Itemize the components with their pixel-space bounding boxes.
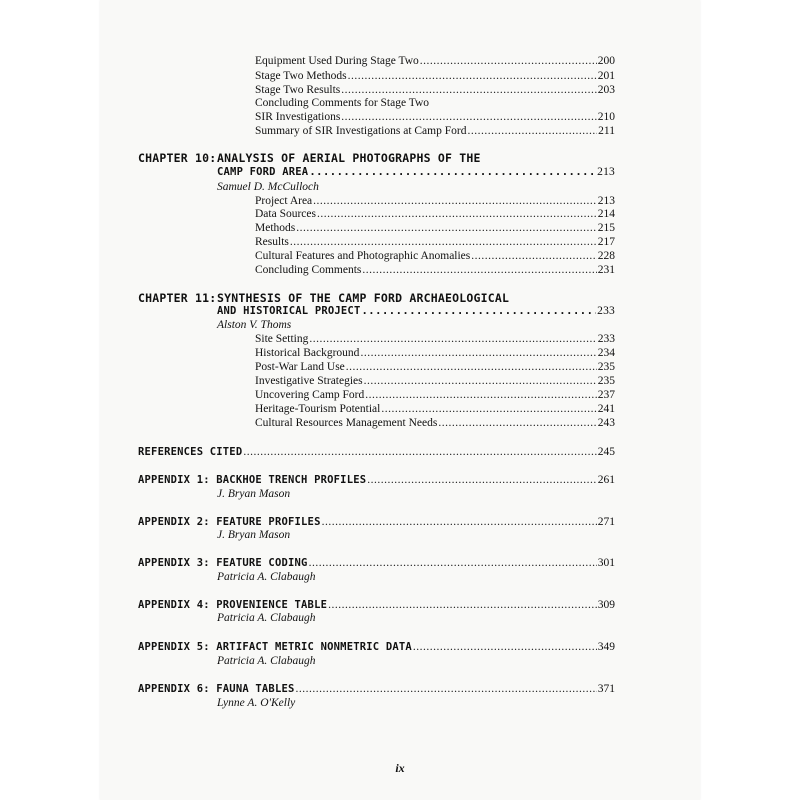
leader-dots xyxy=(360,346,596,361)
appendix-entry[interactable] xyxy=(138,515,615,530)
entry-page: 243 xyxy=(597,417,615,429)
appendix-entry[interactable] xyxy=(138,598,615,613)
toc-entry[interactable] xyxy=(255,263,615,278)
chapter-title-line2: CAMP FORD AREA xyxy=(217,166,309,178)
references-entry[interactable] xyxy=(138,445,615,460)
entry-page: 371 xyxy=(597,683,615,695)
leader-dots xyxy=(471,249,596,264)
entry-page: 349 xyxy=(597,641,615,653)
leader-dots xyxy=(309,165,596,180)
page-number: ix xyxy=(395,761,405,775)
entry-page: 228 xyxy=(597,250,615,262)
entry-page: 200 xyxy=(597,55,615,67)
chapter-heading[interactable] xyxy=(138,291,510,306)
entry-page: 213 xyxy=(597,195,615,207)
leader-dots xyxy=(309,332,596,347)
entry-title: Methods xyxy=(255,222,296,234)
leader-dots xyxy=(296,221,597,236)
appendix-title: APPENDIX 5: ARTIFACT METRIC NONMETRIC DATA xyxy=(138,641,412,653)
entry-page: 309 xyxy=(597,599,615,611)
entry-page: 211 xyxy=(598,125,615,137)
toc-entry[interactable] xyxy=(255,332,615,347)
entry-page: 245 xyxy=(597,446,615,458)
entry-title[interactable]: Concluding Comments for Stage Two xyxy=(255,97,430,109)
leader-dots xyxy=(296,682,597,697)
entry-page: 217 xyxy=(597,236,615,248)
appendix-author: Patricia A. Clabaugh xyxy=(217,655,316,667)
entry-title: Historical Background xyxy=(255,347,360,359)
leader-dots xyxy=(348,69,597,84)
entry-page: 201 xyxy=(597,70,615,82)
chapter-title-line2: AND HISTORICAL PROJECT xyxy=(217,305,361,317)
toc-entry[interactable] xyxy=(255,221,615,236)
appendix-author: J. Bryan Mason xyxy=(217,529,291,541)
entry-title: Heritage-Tourism Potential xyxy=(255,403,381,415)
appendix-title: APPENDIX 1: BACKHOE TRENCH PROFILES xyxy=(138,474,367,486)
appendix-author: Patricia A. Clabaugh xyxy=(217,612,316,624)
entry-title: Cultural Resources Management Needs xyxy=(255,417,438,429)
toc-entry[interactable] xyxy=(255,346,615,361)
entry-title: Post-War Land Use xyxy=(255,361,345,373)
entry-title: SIR Investigations xyxy=(255,111,341,123)
leader-dots xyxy=(322,515,597,530)
entry-title: Results xyxy=(255,236,289,248)
chapter-author: Samuel D. McCulloch xyxy=(217,181,319,193)
chapter-label: CHAPTER 10: xyxy=(138,151,217,165)
appendix-author: J. Bryan Mason xyxy=(217,488,291,500)
entry-page: 261 xyxy=(597,474,615,486)
leader-dots xyxy=(362,263,596,278)
entry-page: 301 xyxy=(597,557,615,569)
toc-entry[interactable] xyxy=(255,360,615,375)
leader-dots xyxy=(361,304,596,319)
entry-title: Site Setting xyxy=(255,333,309,345)
references-title: REFERENCES CITED xyxy=(138,446,243,458)
entry-page: 215 xyxy=(597,222,615,234)
entry-title: Uncovering Camp Ford xyxy=(255,389,365,401)
toc-entry[interactable] xyxy=(255,235,615,250)
entry-title: Cultural Features and Photographic Anomalies xyxy=(255,250,471,262)
leader-dots xyxy=(243,445,596,460)
entry-page: 241 xyxy=(597,403,615,415)
chapter-label: CHAPTER 11: xyxy=(138,291,217,305)
toc-entry[interactable] xyxy=(255,249,615,264)
toc-entry[interactable] xyxy=(255,54,615,69)
entry-page: 233 xyxy=(597,305,615,317)
leader-dots xyxy=(467,124,597,139)
chapter-author: Alston V. Thoms xyxy=(217,319,292,331)
chapter-title-line1: SYNTHESIS OF THE CAMP FORD ARCHAEOLOGICAL xyxy=(217,291,510,305)
appendix-title: APPENDIX 4: PROVENIENCE TABLE xyxy=(138,599,328,611)
appendix-title: APPENDIX 2: FEATURE PROFILES xyxy=(138,516,321,528)
entry-page: 203 xyxy=(597,84,615,96)
toc-entry[interactable] xyxy=(255,374,615,389)
leader-dots xyxy=(420,54,597,69)
chapter-title-line1: ANALYSIS OF AERIAL PHOTOGRAPHS OF THE xyxy=(217,151,481,165)
toc-entry[interactable] xyxy=(255,69,615,84)
chapter-title-entry[interactable] xyxy=(217,304,615,319)
leader-dots xyxy=(290,235,597,250)
entry-title: Investigative Strategies xyxy=(255,375,363,387)
leader-dots xyxy=(364,374,597,389)
entry-page: 233 xyxy=(597,333,615,345)
entry-page: 237 xyxy=(597,389,615,401)
document-page xyxy=(100,0,700,800)
leader-dots xyxy=(346,360,597,375)
chapter-title-entry[interactable] xyxy=(217,165,615,180)
appendix-title: APPENDIX 3: FEATURE CODING xyxy=(138,557,308,569)
leader-dots xyxy=(365,388,597,403)
entry-page: 234 xyxy=(597,347,615,359)
appendix-entry[interactable] xyxy=(138,473,615,488)
leader-dots xyxy=(367,473,596,488)
entry-page: 210 xyxy=(597,111,615,123)
entry-title: Project Area xyxy=(255,195,313,207)
leader-dots xyxy=(328,598,597,613)
entry-title: Summary of SIR Investigations at Camp Ford xyxy=(255,125,467,137)
entry-page: 214 xyxy=(597,208,615,220)
appendix-entry[interactable] xyxy=(138,682,615,697)
entry-title: Concluding Comments xyxy=(255,264,362,276)
toc-entry[interactable] xyxy=(255,124,615,139)
entry-title: Stage Two Results xyxy=(255,84,341,96)
entry-title: Equipment Used During Stage Two xyxy=(255,55,419,67)
appendix-entry[interactable] xyxy=(138,640,615,655)
toc-entry[interactable] xyxy=(255,402,615,417)
entry-page: 235 xyxy=(597,375,615,387)
entry-title: Stage Two Methods xyxy=(255,70,347,82)
appendix-author: Patricia A. Clabaugh xyxy=(217,571,316,583)
leader-dots xyxy=(309,556,597,571)
toc-entry[interactable] xyxy=(255,207,615,222)
leader-dots xyxy=(413,640,597,655)
toc-entry[interactable] xyxy=(255,110,615,125)
appendix-entry[interactable] xyxy=(138,556,615,571)
entry-title: Data Sources xyxy=(255,208,316,220)
leader-dots xyxy=(341,110,596,125)
chapter-heading[interactable] xyxy=(138,151,481,166)
entry-page: 213 xyxy=(597,166,615,178)
toc-entry[interactable] xyxy=(255,388,615,403)
appendix-title: APPENDIX 6: FAUNA TABLES xyxy=(138,683,295,695)
entry-page: 271 xyxy=(597,516,615,528)
entry-page: 231 xyxy=(597,264,615,276)
toc-entry[interactable] xyxy=(255,416,615,431)
entry-page: 235 xyxy=(597,361,615,373)
leader-dots xyxy=(438,416,596,431)
appendix-author: Lynne A. O'Kelly xyxy=(217,697,296,709)
leader-dots xyxy=(317,207,597,222)
leader-dots xyxy=(381,402,596,417)
